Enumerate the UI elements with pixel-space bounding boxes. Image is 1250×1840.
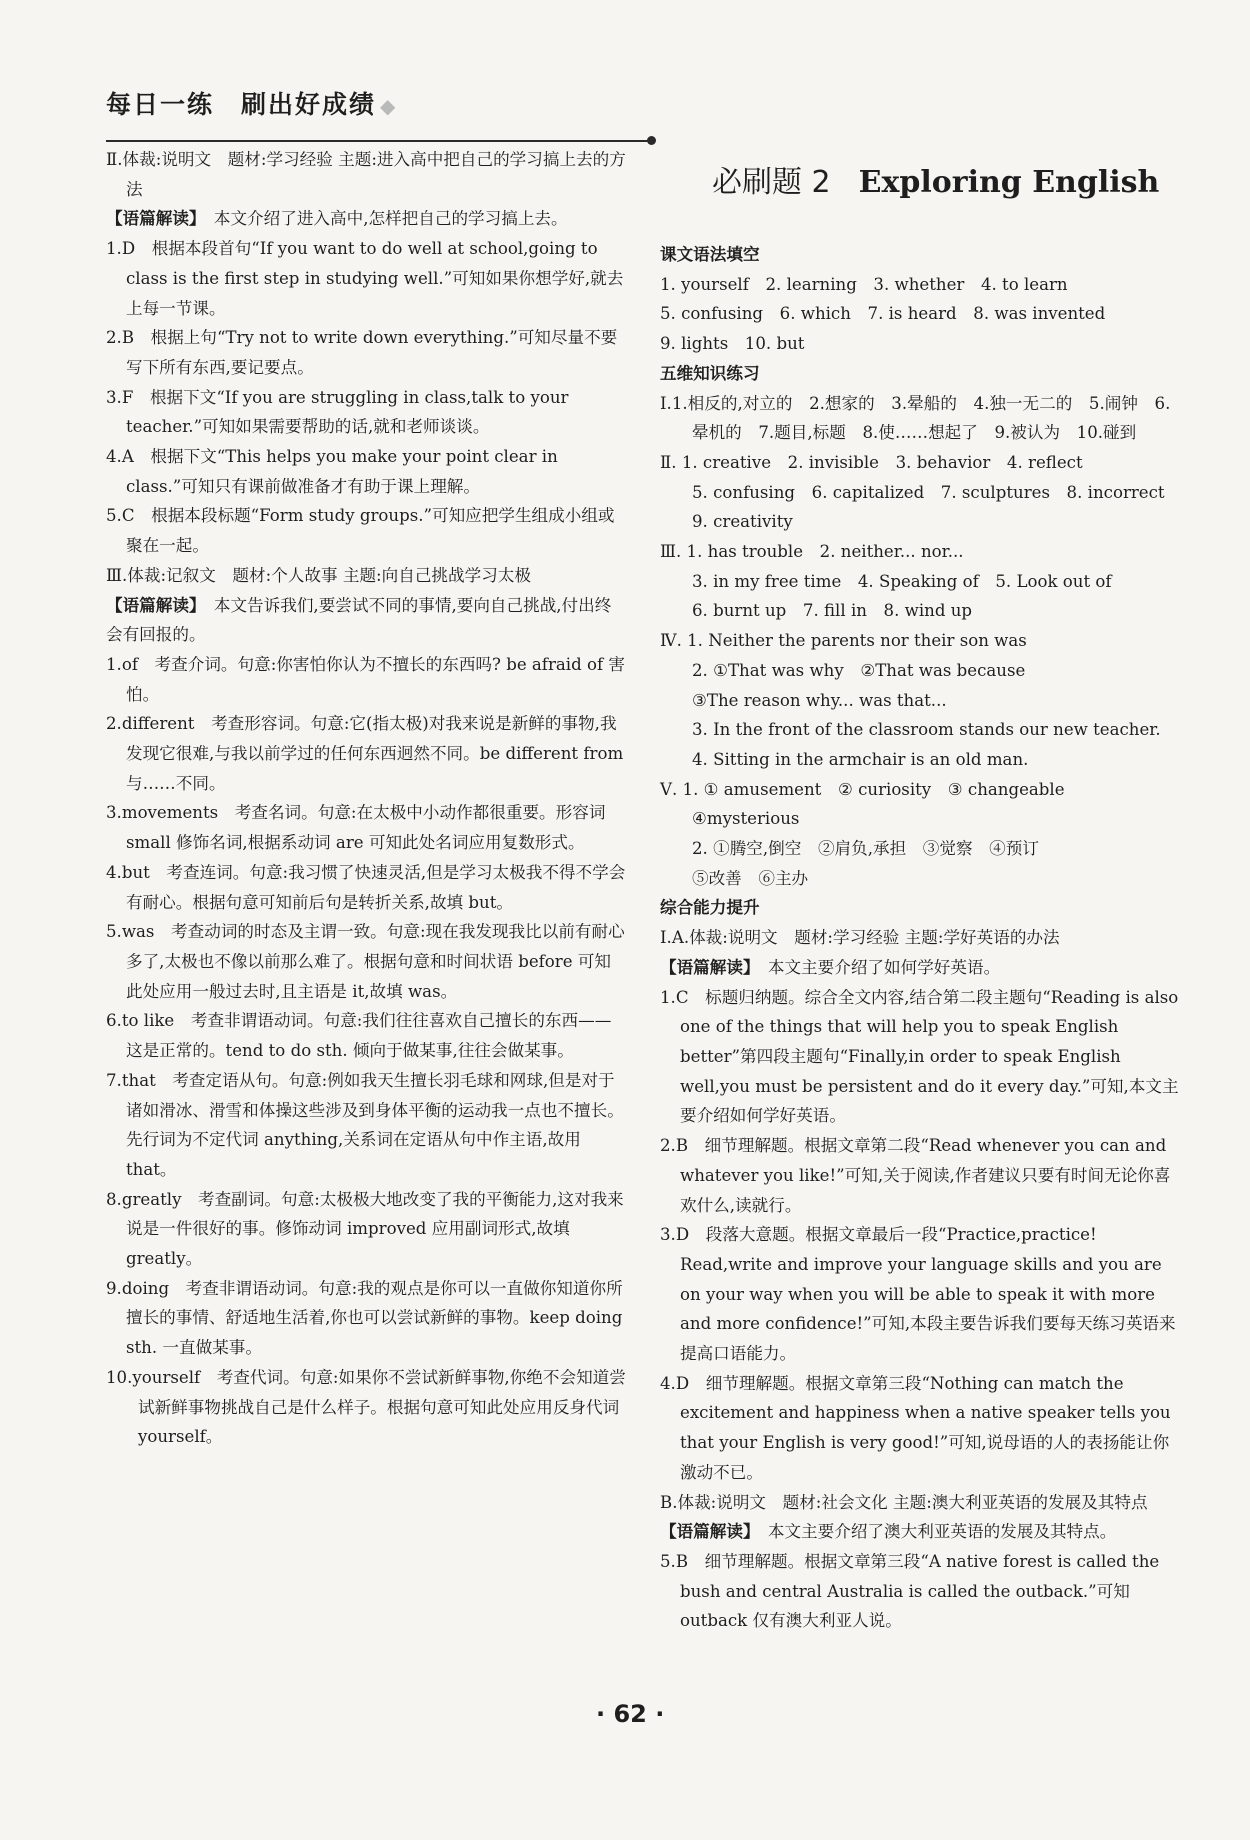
right-column bbox=[660, 240, 1180, 1636]
text-line bbox=[106, 234, 626, 323]
text-line bbox=[106, 1066, 626, 1185]
text-content: 2. ①That was why ②That was because bbox=[692, 660, 1026, 680]
text-content: 本文主要介绍了如何学好英语。 bbox=[751, 957, 1001, 977]
text-line bbox=[660, 329, 1180, 359]
text-line bbox=[660, 1369, 1180, 1488]
passage-label: 【语篇解读】 bbox=[106, 209, 198, 229]
text-line bbox=[106, 917, 626, 1006]
text-line bbox=[660, 745, 1180, 775]
passage-label: 【语篇解读】 bbox=[660, 1522, 752, 1542]
text-line bbox=[660, 923, 1180, 953]
text-content: 3. In the front of the classroom stands our new teacher. bbox=[692, 720, 1161, 740]
text-content: 5. confusing 6. capitalized 7. sculptures 8. incorrect bbox=[692, 482, 1165, 502]
text-line bbox=[106, 1274, 626, 1363]
text-content: ⑤改善 ⑥主办 bbox=[692, 868, 809, 888]
text-line bbox=[660, 596, 1180, 626]
text-content: 3.D 段落大意题。根据文章最后一段“Practice,practice! Read,write and improve your language skills and you are on your way when you will be able to speak it with more and more confidence!”可知,本段主要告诉我们要每天练习英语来提高口语能力。 bbox=[660, 1225, 1176, 1364]
section-heading: 课文语法填空 bbox=[660, 245, 760, 264]
text-content: 7.that 考查定语从句。句意:例如我天生擅长羽毛球和网球,但是对于诸如滑冰、滑雪和体操这些涉及到身体平衡的运动我一点也不擅长。先行词为不定代词 anything,关系词在定语从句中作主语,故用 that。 bbox=[106, 1070, 624, 1179]
text-content: 2. ①腾空,倒空 ②肩负,承担 ③觉察 ④预订 bbox=[692, 839, 1039, 859]
text-line bbox=[660, 299, 1180, 329]
text-content: 4. Sitting in the armchair is an old man. bbox=[692, 749, 1029, 769]
text-content: Ⅲ.体裁:记叙文 题材:个人故事 主题:向自己挑战学习太极 bbox=[106, 565, 531, 585]
text-line bbox=[660, 864, 1180, 894]
text-line bbox=[660, 1131, 1180, 1220]
text-content: 本文主要介绍了澳大利亚英语的发展及其特点。 bbox=[751, 1522, 1117, 1542]
text-line bbox=[106, 561, 626, 591]
diamond-icon: ◆ bbox=[380, 94, 398, 118]
text-content: 2.different 考查形容词。句意:它(指太极)对我来说是新鲜的事物,我发现它很难,与我以前学过的任何东西迥然不同。be different from 与……不同。 bbox=[106, 714, 624, 793]
section-heading: 五维知识练习 bbox=[660, 363, 760, 383]
brand-text: 每日一练 刷出好成绩 bbox=[106, 90, 377, 119]
text-line bbox=[106, 1185, 626, 1274]
text-content: 9.doing 考查非谓语动词。句意:我的观点是你可以一直做你知道你所擅长的事情、舒适地生活着,你也可以尝试新鲜的事物。keep doing sth. 一直做某事。 bbox=[106, 1278, 623, 1358]
text-content: 9. lights 10. but bbox=[660, 334, 805, 354]
text-content: 1.D 根据本段首句“If you want to do well at school,going to class is the first step in studying well.”可知如果你想学好,就去上每一节课。 bbox=[106, 239, 624, 318]
text-line bbox=[660, 1488, 1180, 1518]
text-line bbox=[660, 686, 1180, 716]
header-rule bbox=[106, 140, 650, 142]
text-line bbox=[660, 626, 1180, 656]
text-content: 1.C 标题归纳题。综合全文内容,结合第二段主题句“Reading is also one of the things that will help you to speak English better”第四段主题句“Finally,in order to speak English well,you must be persistent and do it every day.”可知,本文主要介绍如何学好英语。 bbox=[660, 987, 1179, 1126]
text-content: Ⅳ. 1. Neither the parents nor their son was bbox=[660, 631, 1027, 651]
text-line bbox=[660, 1547, 1180, 1636]
page-number: · 62 · bbox=[596, 1700, 665, 1728]
text-content: Ⅴ. 1. ① amusement ② curiosity ③ changeable bbox=[660, 779, 1065, 799]
text-content: 10.yourself 考查代词。句意:如果你不尝试新鲜事物,你绝不会知道尝试新鲜事物挑战自己是什么样子。根据句意可知此处应用反身代词 yourself。 bbox=[106, 1367, 626, 1447]
section-title bbox=[712, 163, 1159, 203]
text-line bbox=[660, 1220, 1180, 1369]
text-line bbox=[660, 507, 1180, 537]
text-line bbox=[660, 478, 1180, 508]
text-content: 6. burnt up 7. fill in 8. wind up bbox=[692, 601, 973, 621]
header-rule-dot bbox=[647, 136, 656, 145]
text-content: Ⅰ.A.体裁:说明文 题材:学习经验 主题:学好英语的办法 bbox=[660, 928, 1060, 948]
text-line bbox=[660, 953, 1180, 983]
text-content: 3.movements 考查名词。句意:在太极中小动作都很重要。形容词 small 修饰名词,根据系动词 are 可知此处名词应用复数形式。 bbox=[106, 803, 606, 853]
text-content: Ⅰ.1.相反的,对立的 2.想家的 3.晕船的 4.独一无二的 5.闹钟 6.晕机的 7.题目,标题 8.使……想起了 9.被认为 10.碰到 bbox=[660, 393, 1171, 443]
text-content: 4.but 考查连词。句意:我习惯了快速灵活,但是学习太极我不得不学会有耐心。根据句意可知前后句是转折关系,故填 but。 bbox=[106, 862, 626, 912]
text-content: 5.was 考查动词的时态及主谓一致。句意:现在我发现我比以前有耐心多了,太极也不像以前那么难了。根据句意和时间状语 before 可知此处应用一般过去时,且主语是 it,故填 was。 bbox=[106, 922, 625, 1001]
text-content: Ⅱ.体裁:说明文 题材:学习经验 主题:进入高中把自己的学习搞上去的方法 bbox=[106, 150, 626, 199]
text-content: 本文告诉我们,要尝试不同的事情,要向自己挑战,付出终会有回报的。 bbox=[106, 595, 612, 645]
text-line bbox=[660, 537, 1180, 567]
text-line bbox=[106, 798, 626, 857]
text-content: 3. in my free time 4. Speaking of 5. Look out of bbox=[692, 571, 1112, 591]
text-line bbox=[660, 983, 1180, 1132]
text-line bbox=[106, 591, 626, 650]
text-line bbox=[660, 567, 1180, 597]
text-line bbox=[106, 650, 626, 709]
text-content: 6.to like 考查非谓语动词。句意:我们往往喜欢自己擅长的东西——这是正常的。tend to do sth. 倾向于做某事,往往会做某事。 bbox=[106, 1011, 612, 1061]
text-line bbox=[660, 389, 1180, 448]
text-line bbox=[106, 1363, 626, 1452]
text-line bbox=[106, 323, 626, 382]
text-line bbox=[660, 656, 1180, 686]
text-line bbox=[660, 1517, 1180, 1547]
text-content: 5.C 根据本段标题“Form study groups.”可知应把学生组成小组或聚在一起。 bbox=[106, 506, 615, 556]
text-content: 1. yourself 2. learning 3. whether 4. to learn bbox=[660, 274, 1068, 294]
text-content: ④mysterious bbox=[692, 809, 800, 829]
text-content: 2.B 细节理解题。根据文章第二段“Read whenever you can and whatever you like!”可知,关于阅读,作者建议只要有时间无论你喜欢什么,读就行。 bbox=[660, 1136, 1171, 1215]
text-content: ③The reason why... was that... bbox=[692, 690, 947, 710]
text-content: 5.B 细节理解题。根据文章第三段“A native forest is called the bush and central Australia is called the outback.”可知 outback 仅有澳大利亚人说。 bbox=[660, 1551, 1160, 1631]
text-content: 4.D 细节理解题。根据文章第三段“Nothing can match the excitement and happiness when a native speaker tells you that your English is very good!”可知,说母语的人的表扬能让你激动不已。 bbox=[660, 1373, 1171, 1482]
text-content: 5. confusing 6. which 7. is heard 8. was invented bbox=[660, 304, 1106, 324]
text-content: 本文介绍了进入高中,怎样把自己的学习搞上去。 bbox=[197, 209, 568, 229]
left-column bbox=[106, 145, 626, 1452]
section-heading: 综合能力提升 bbox=[660, 898, 760, 918]
text-content: 1.of 考查介词。句意:你害怕你认为不擅长的东西吗? be afraid of 害怕。 bbox=[106, 654, 625, 704]
text-line bbox=[106, 1006, 626, 1065]
text-line bbox=[106, 858, 626, 917]
text-line bbox=[660, 775, 1180, 805]
text-line bbox=[106, 204, 626, 234]
text-content: 2.B 根据上句“Try not to write down everything.”可知尽量不要写下所有东西,要记要点。 bbox=[106, 328, 618, 377]
text-line bbox=[660, 804, 1180, 834]
passage-label: 【语篇解读】 bbox=[106, 595, 198, 615]
text-line bbox=[106, 501, 626, 560]
page-header bbox=[106, 88, 654, 144]
text-content: Ⅱ. 1. creative 2. invisible 3. behavior 4. reflect bbox=[660, 452, 1083, 472]
text-content: 8.greatly 考查副词。句意:太极极大地改变了我的平衡能力,这对我来说是一件很好的事。修饰动词 improved 应用副词形式,故填 greatly。 bbox=[106, 1189, 624, 1269]
text-line bbox=[660, 448, 1180, 478]
header-brand bbox=[106, 88, 654, 123]
text-line bbox=[106, 442, 626, 501]
text-line bbox=[660, 834, 1180, 864]
passage-label: 【语篇解读】 bbox=[660, 957, 752, 977]
section-title-cn: 必刷题 2 bbox=[712, 165, 831, 200]
text-content: 9. creativity bbox=[692, 512, 793, 532]
section-title-en: Exploring English bbox=[858, 165, 1160, 200]
text-line bbox=[106, 145, 626, 204]
text-line bbox=[660, 270, 1180, 300]
text-content: 4.A 根据下文“This helps you make your point clear in class.”可知只有课前做准备才有助于课上理解。 bbox=[106, 447, 558, 496]
text-line bbox=[106, 709, 626, 798]
text-content: Ⅲ. 1. has trouble 2. neither... nor... bbox=[660, 542, 964, 562]
text-content: B.体裁:说明文 题材:社会文化 主题:澳大利亚英语的发展及其特点 bbox=[660, 1492, 1148, 1512]
text-line bbox=[660, 715, 1180, 745]
text-line bbox=[106, 383, 626, 442]
text-content: 3.F 根据下文“If you are struggling in class,talk to your teacher.”可知如果需要帮助的话,就和老师谈谈。 bbox=[106, 387, 569, 437]
